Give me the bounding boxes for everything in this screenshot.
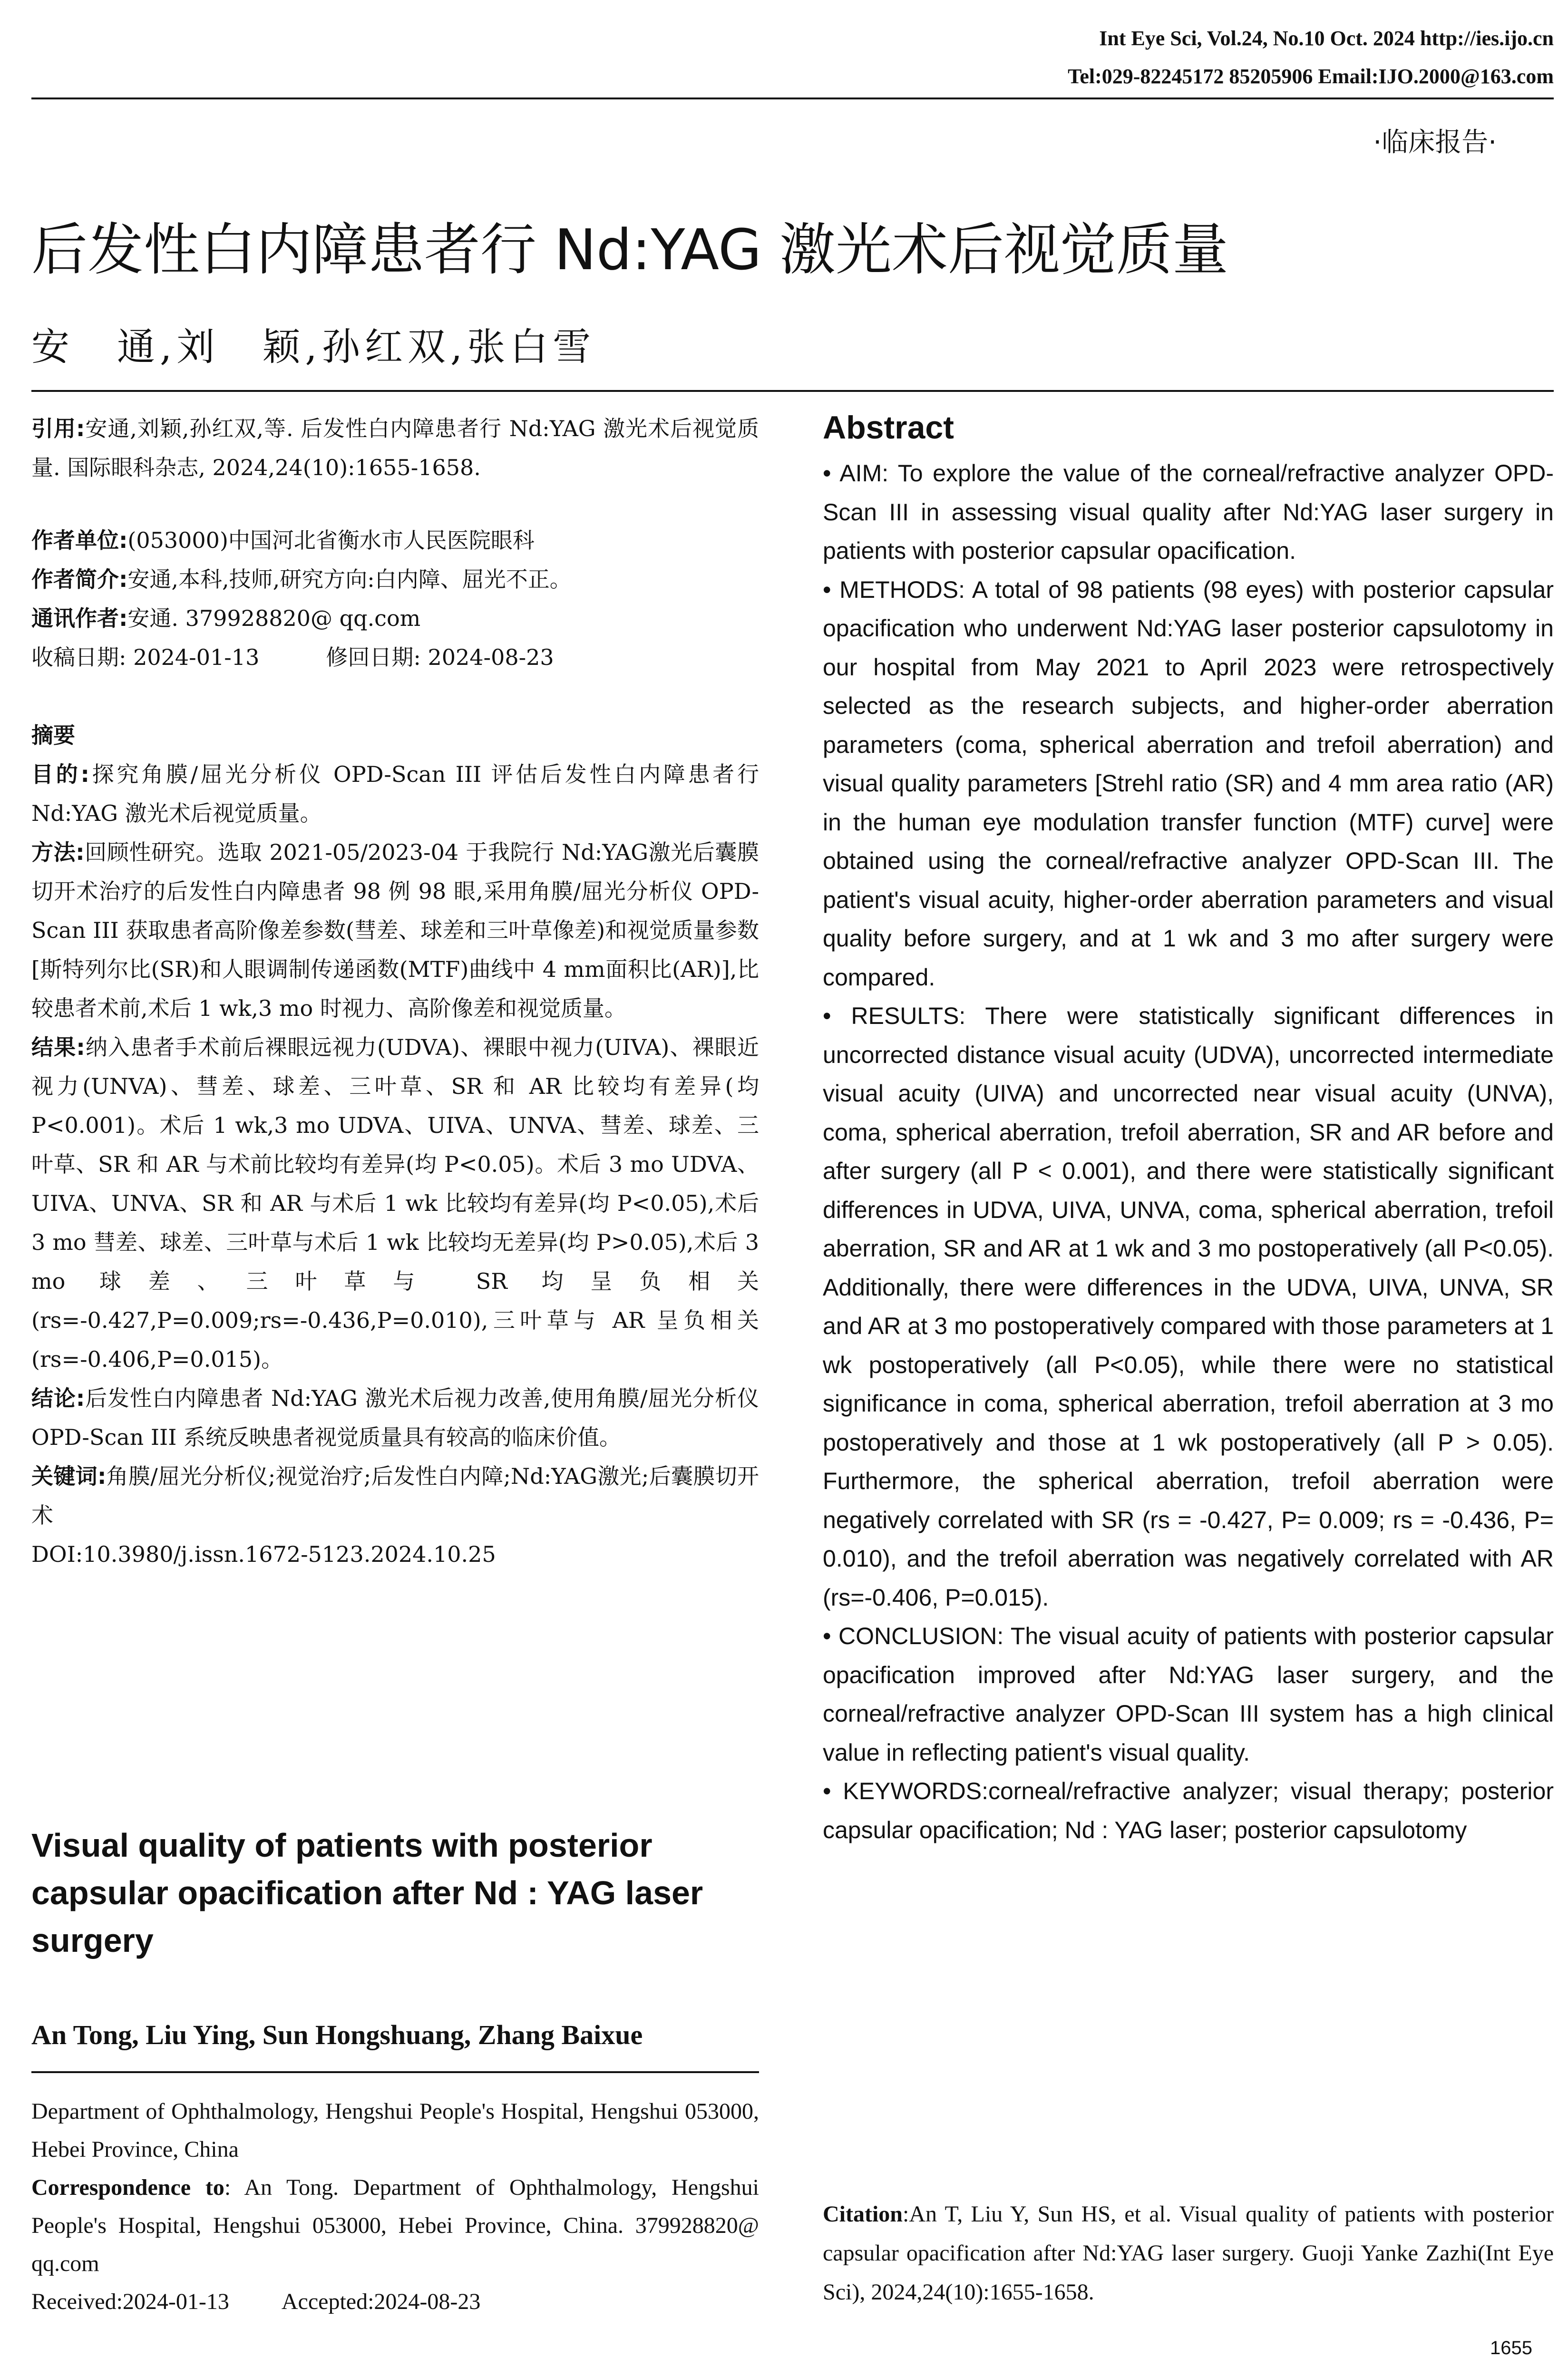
dept-en: Department of Ophthalmology, Hengshui People's Hospital, Hengshui 053000, Hebei Province, China	[31, 2099, 759, 2162]
aim-cn-text: 探究角膜/屈光分析仪 OPD-Scan III 评估后发性白内障患者行 Nd:YAG 激光术后视觉质量。	[31, 761, 759, 826]
revised-cn: 修回日期: 2024-08-23	[326, 644, 554, 670]
methods-cn-text: 回顾性研究。选取 2021-05/2023-04 于我院行 Nd:YAG激光后囊膜切开术治疗的后发性白内障患者 98 例 98 眼,采用角膜/屈光分析仪 OPD-Scan III 获取患者高阶像差参数(彗差、球差和三叶草像差)和视觉质量参数[斯特列尔比(SR)和人眼调制传递函数(MTF)曲线中 4 mm面积比(AR)],比较患者术前,术后 1 wk,3 mo 时视力、高阶像差和视觉质量。	[31, 839, 759, 1021]
citation-cn-label: 引用:	[31, 416, 85, 441]
page-number: 1655	[1490, 2338, 1532, 2358]
conclusion-cn-label: 结论:	[31, 1385, 85, 1411]
correspondence-text: : An Tong. Department of Ophthalmology, Hengshui People's Hospital, Hengshui 053000, Hebei Province, China. 379928820@ qq.com	[31, 2175, 759, 2276]
abstract-cn-heading: 摘要	[31, 722, 75, 748]
accepted-en: Accepted:2024-08-23	[281, 2289, 481, 2314]
title-divider	[31, 390, 1554, 392]
conclusion-en: • CONCLUSION: The visual acuity of patients with posterior capsular opacification improved after Nd:YAG laser surgery, and the corneal/refractive analyzer OPD-Scan III system has a high clinical value in reflecting patient's visual quality.	[823, 1623, 1554, 1766]
keywords-cn-label: 关键词:	[31, 1463, 107, 1489]
bio-label: 作者简介:	[31, 566, 128, 592]
methods-en: • METHODS: A total of 98 patients (98 eyes) with posterior capsular opacification who underwent Nd:YAG laser posterior capsulotomy in our hospital from May 2021 to April 2023 were retrospectively selected as the research subjects, and higher-order aberration parameters (coma, spherical aberration and trefoil aberration) and visual quality parameters [Strehl ratio (SR) and 4 mm area ratio (AR) in the human eye modulation transfer function (MTF) curve] were obtained using the corneal/refractive analyzer OPD-Scan III. The patient's visual acuity, higher-order aberration parameters and visual quality before surgery, and at 1 wk and 3 mo after surgery were compared.	[823, 576, 1554, 991]
results-cn-text: 纳入患者手术前后裸眼远视力(UDVA)、裸眼中视力(UIVA)、裸眼近视力(UNVA)、彗差、球差、三叶草、SR 和 AR 比较均有差异(均 P<0.001)。术后 1 wk,3 mo UDVA、UIVA、UNVA、彗差、球差、三叶草、SR 和 AR 与术前比较均有差异(均 P<0.05)。术后 3 mo UDVA、UIVA、UNVA、SR 和 AR 与术后 1 wk 比较均有差异(均 P<0.05),术后 3 mo 彗差、球差、三叶草与术后 1 wk 比较均无差异(均 P>0.05),术后 3 mo 球差、三叶草与 SR 均呈负相关(rs=-0.427,P=0.009;rs=-0.436,P=0.010),三叶草与 AR 呈负相关(rs=-0.406,P=0.015)。	[31, 1034, 759, 1372]
citation-en-text: :An T, Liu Y, Sun HS, et al. Visual quality of patients with posterior capsular opacification after Nd:YAG laser surgery. Guoji Yanke Zazhi(Int Eye Sci), 2024,24(10):1655-1658.	[823, 2202, 1554, 2305]
conclusion-cn-text: 后发性白内障患者 Nd:YAG 激光术后视力改善,使用角膜/屈光分析仪 OPD-Scan III 系统反映患者视觉质量具有较高的临床价值。	[31, 1385, 759, 1450]
citation-en	[823, 2195, 1554, 2312]
article-title-cn: 后发性白内障患者行 Nd:YAG 激光术后视觉质量	[31, 217, 1228, 283]
corr-text: 安通. 379928820@ qq.com	[127, 605, 421, 631]
affiliation-en	[31, 2093, 759, 2321]
journal-header: Int Eye Sci, Vol.24, No.10 Oct. 2024 http://ies.ijo.cn	[1099, 27, 1554, 50]
authors-en: An Tong, Liu Ying, Sun Hongshuang, Zhang Baixue	[31, 2019, 643, 2050]
authors-cn: 安 通,刘 颖,孙红双,张白雪	[31, 325, 596, 369]
methods-cn-label: 方法:	[31, 839, 85, 865]
citation-cn	[31, 409, 759, 487]
received-cn: 收稿日期: 2024-01-13	[31, 644, 260, 670]
authors-divider	[31, 2071, 759, 2073]
abstract-en-heading: Abstract	[823, 409, 954, 446]
journal-contact: Tel:029-82245172 85205906 Email:IJO.2000@163.com	[1068, 65, 1554, 88]
article-title-en: Visual quality of patients with posterior capsular opacification after Nd : YAG laser surgery	[31, 1827, 703, 1959]
header-divider	[31, 97, 1554, 99]
results-cn-label: 结果:	[31, 1034, 85, 1060]
correspondence-label: Correspondence to	[31, 2175, 224, 2200]
citation-en-label: Citation	[823, 2202, 903, 2227]
aim-cn-label: 目的:	[31, 761, 89, 787]
citation-cn-text: 安通,刘颖,孙红双,等. 后发性白内障患者行 Nd:YAG 激光术后视觉质量. 国际眼科杂志, 2024,24(10):1655-1658.	[31, 416, 759, 480]
abstract-en	[823, 454, 1554, 1850]
unit-label: 作者单位:	[31, 527, 128, 553]
results-en: • RESULTS: There were statistically significant differences in uncorrected distance visual acuity (UDVA), uncorrected intermediate visual acuity (UIVA) and uncorrected near visual acuity (UNVA), coma, spherical aberration, trefoil aberration, SR and AR before and after surgery (all P < 0.001), and there were statistically significant differences in UDVA, UIVA, UNVA, coma, spherical aberration, trefoil aberration, SR and AR at 1 wk and 3 mo postoperatively (all P<0.05). Additionally, there were differences in the UDVA, UIVA, UNVA, SR and AR at 3 mo postoperatively compared with those parameters at 1 wk postoperatively (all P<0.05), while there were no statistical significance in coma, spherical aberration, trefoil aberration at 3 mo postoperatively and those at 1 wk postoperatively (all P > 0.05). Furthermore, the spherical aberration, trefoil aberration were negatively correlated with SR (rs = -0.427, P= 0.009; rs = -0.436, P= 0.010), and the trefoil aberration was negatively correlated with AR (rs=-0.406, P=0.015).	[823, 1003, 1554, 1611]
doi: DOI:10.3980/j.issn.1672-5123.2024.10.25	[31, 1541, 496, 1567]
keywords-en: • KEYWORDS:corneal/refractive analyzer; visual therapy; posterior capsular opacification; Nd : YAG laser; posterior capsulotomy	[823, 1778, 1554, 1843]
meta-cn	[31, 521, 759, 677]
bio-text: 安通,本科,技师,研究方向:白内障、屈光不正。	[127, 566, 572, 592]
abstract-cn	[31, 716, 759, 1574]
section-label: ·临床报告·	[1373, 127, 1497, 158]
keywords-cn-text: 角膜/屈光分析仪;视觉治疗;后发性白内障;Nd:YAG激光;后囊膜切开术	[31, 1463, 759, 1528]
received-en: Received:2024-01-13	[31, 2289, 229, 2314]
corr-label: 通讯作者:	[31, 605, 128, 631]
unit-text: (053000)中国河北省衡水市人民医院眼科	[127, 527, 535, 553]
aim-en: • AIM: To explore the value of the corneal/refractive analyzer OPD-Scan III in assessing visual quality after Nd:YAG laser surgery in patients with posterior capsular opacification.	[823, 460, 1554, 564]
